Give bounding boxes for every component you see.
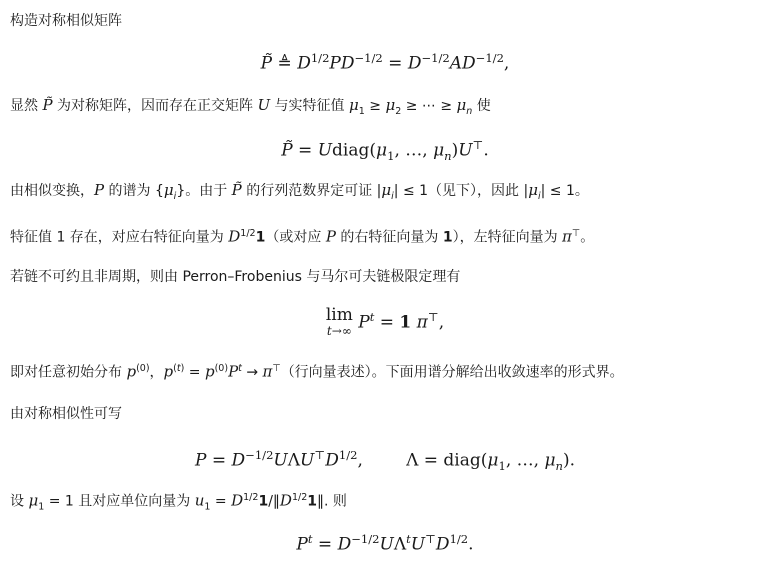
limit-operator: lim t→∞ [325, 305, 353, 338]
paragraph-5 [10, 267, 460, 287]
paragraph-5-text: 若链不可约且非周期，则由 Perron–Frobenius 与马尔可夫链极限定理有 [10, 269, 461, 285]
paragraph-6: 即对任意初始分布 $p^{(0)}$，$p^{(t)} = p^{(0)}P^t \to \pi^⊤$（行向量表述）。下面用谱分解给出收敛速率的形式界。 [10, 362, 624, 381]
paragraph-7-text: 由对称相似性可写 [10, 406, 122, 422]
paragraph-8: 设 $\mu_1 = 1$ 且对应单位向量为 $u_1$ = $D^{1/2}1/‖D^{1/2}1‖$. 则 [10, 491, 347, 513]
equation-4: $P = D^{-1/2}U\Lambda U^⊤D^{1/2}$, $\Lambda = diag(\mu_1$, …, $\mu_n$). [195, 448, 575, 474]
paragraph-2: 显然 P̃ 为对称矩阵，因而存在正交矩阵 U 与实特征值 $\mu_1 \ge \mu_2$ ≥ ⋯ ≥ $\mu_n$ 使 [10, 96, 491, 117]
paragraph-1-text: 构造对称相似矩阵 [10, 13, 122, 29]
paragraph-7 [10, 404, 122, 424]
equation-5: $P^t = D^{-1/2}U\Lambda^tU^⊤D^{1/2}$. [296, 532, 474, 555]
equation-1: P̃ ≜ $D^{1/2}PD^{-1/2} = D^{-1/2}AD^{-1/2}$, [260, 51, 510, 74]
equation-3: lim t→∞ $P^t = 1$ π⊤, [325, 305, 445, 338]
equation-2: P̃ = $Udiag(\mu_1$, …, $\mu_n)U^⊤$. [281, 138, 489, 164]
paragraph-3: 由相似变换，P 的谱为 $\{\mu_i\}$。由于 P̃ 的行列范数界定可证 $|\mu_i| \le 1$（见下），因此 $|\mu_i| \le 1$。 [10, 181, 589, 202]
paragraph-4: 特征值 1 存在，对应右特征向量为 $D^{1/2}1$（或对应 P 的右特征向量为 1），左特征向量为 π⊤。 [10, 227, 595, 246]
paragraph-1 [10, 11, 122, 31]
